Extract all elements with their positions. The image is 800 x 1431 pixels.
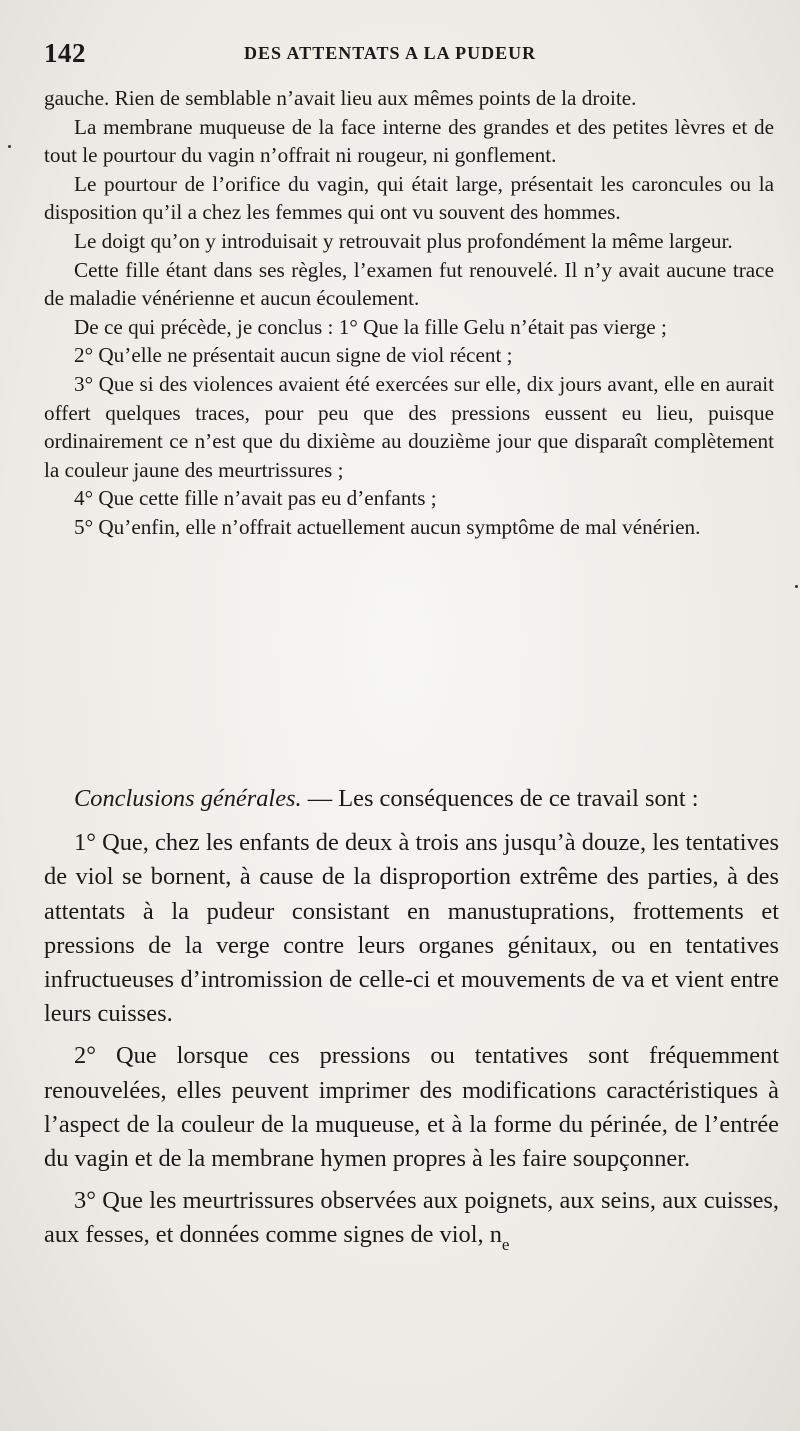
- conclusions-heading-paragraph: [44, 782, 779, 816]
- conclusions-heading-rest: — Les conséquences de ce travail sont :: [301, 785, 699, 812]
- paragraph: De ce qui précède, je conclus : 1° Que la fille Gelu n’était pas vierge ;: [74, 314, 667, 339]
- paragraph: 3° Que si des violences avaient été exercées sur elle, dix jours avant, elle en aurait offert quelques traces, pour peu que des pressions eussent eu lieu, puisque ordinairement ce n’est que du dixième au douzième jour que disparaît complètement la couleur jaune des meurtrissures ;: [44, 371, 774, 482]
- paragraph: Le pourtour de l’orifice du vagin, qui était large, présentait les caroncules ou la disposition qu’il a chez les femmes qui ont vu souvent des hommes.: [44, 171, 774, 225]
- paragraph: 2° Qu’elle ne présentait aucun signe de viol récent ;: [74, 343, 513, 368]
- conclusion-item: 1° Que, chez les enfants de deux à trois ans jusqu’à douze, les tentatives de viol se bornent, à cause de la disproportion extrême des parties, à des attentats à la pudeur consistant en manustuprations, frottements et pressions de la verge contre leurs organes génitaux, ou en tentatives infructueuses d’intromission de celle-ci et mouvements de va et vient entre leurs cuisses.: [44, 829, 779, 1028]
- conclusion-item: [44, 1184, 779, 1262]
- margin-speck: [8, 145, 11, 148]
- conclusion-item: 2° Que lorsque ces pressions ou tentatives sont fréquemment renouvelées, elles peuvent imprimer des modifications caractéristiques à l’aspect de la couleur de la muqueuse, et à la forme du périnée, de l’entrée du vagin et de la membrane hymen propres à les faire soupçonner.: [44, 1042, 779, 1173]
- observation-text: [44, 84, 774, 542]
- paragraph: Le doigt qu’on y introduisait y retrouvait plus profondément la même largeur.: [74, 228, 733, 253]
- paragraph: 5° Qu’enfin, elle n’offrait actuellement aucun symptôme de mal vénérien.: [74, 514, 701, 539]
- margin-speck: [795, 585, 798, 588]
- paragraph: La membrane muqueuse de la face interne des grandes et des petites lèvres et de tout le pourtour du vagin n’offrait ni rougeur, ni gonflement.: [44, 114, 774, 168]
- page-header: [44, 38, 772, 68]
- paragraph: 4° Que cette fille n’avait pas eu d’enfants ;: [74, 486, 437, 511]
- conclusion-item-text: 3° Que les meurtrissures observées aux poignets, aux seins, aux cuisses, aux fesses, et données comme signes de viol, n: [44, 1187, 779, 1249]
- page-number: 142: [44, 38, 86, 68]
- catchword: e: [501, 1235, 510, 1255]
- running-title: DES ATTENTATS A LA PUDEUR: [244, 43, 537, 63]
- conclusions-heading: Conclusions générales.: [74, 785, 302, 812]
- conclusions-section: [44, 782, 779, 1271]
- paragraph: gauche. Rien de semblable n’avait lieu aux mêmes points de la droite.: [44, 86, 637, 110]
- paragraph: Cette fille étant dans ses règles, l’examen fut renouvelé. Il n’y avait aucune trace de maladie vénérienne et aucun écoulement.: [44, 257, 774, 311]
